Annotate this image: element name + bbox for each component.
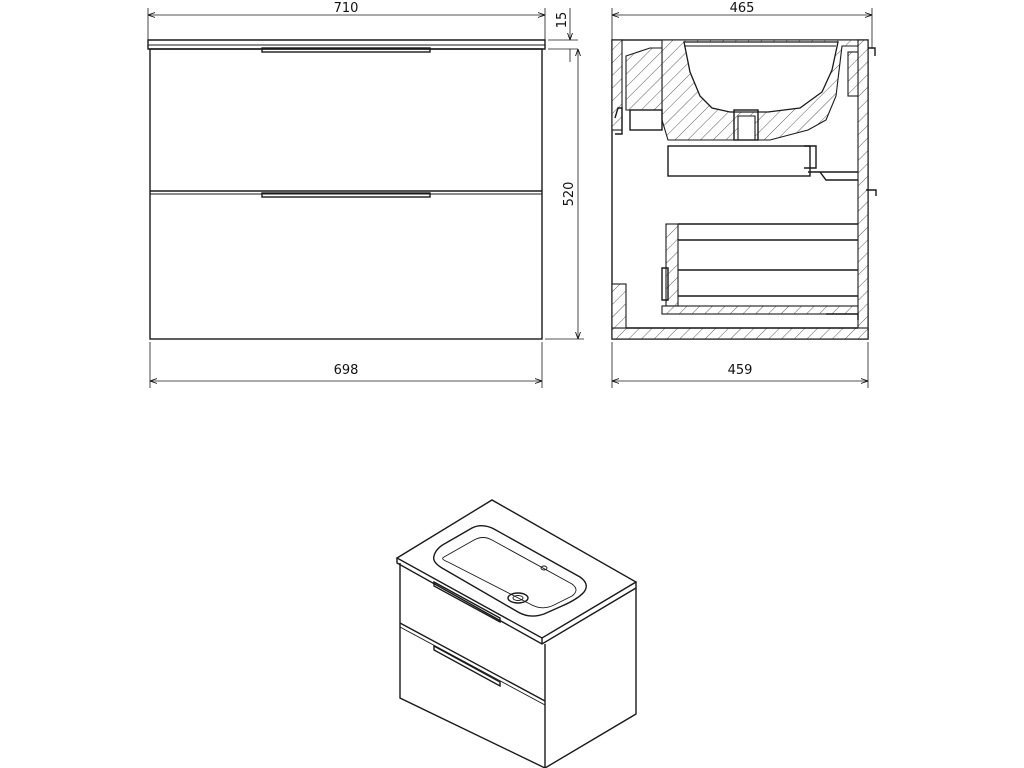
iso-bottom-handle [434,646,500,686]
front-top-width-label: 710 [333,1,359,16]
top-thickness-label: 15 [555,11,570,29]
body-height-label: 520 [562,181,577,207]
isometric-view [397,500,636,768]
body-height-dimension [545,49,584,339]
side-section-view [612,40,876,339]
bottom-drawer-handle [262,193,430,197]
front-bottom-width-dimension [150,342,542,388]
front-view [148,40,545,339]
front-bottom-width-label: 698 [333,363,359,378]
side-bottom-depth-dimension [612,342,868,388]
side-bottom-depth-label: 459 [727,363,753,378]
top-thickness-dimension [548,8,578,62]
front-top-width-dimension [148,1,545,40]
top-drawer-handle [262,48,430,52]
side-top-depth-label: 465 [729,1,755,16]
